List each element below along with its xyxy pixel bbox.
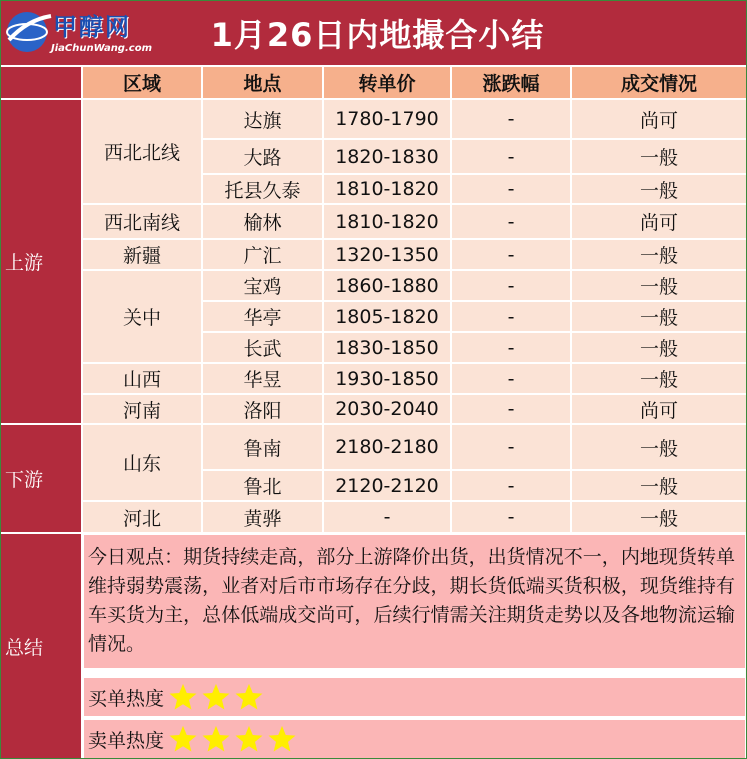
deal-cell: 一般 [572,175,746,205]
section-summary [1,534,83,758]
price-cell: 1830-1850 [324,333,452,364]
region-cell: 关中 [83,271,203,364]
region-cell: 河北 [83,502,203,534]
summary-text: 今日观点：期货持续走高，部分上游降价出货，出货情况不一，内地现货转单维持弱势震荡，业者对后市市场存在分歧，期长货低端买货积极，现货维持有车买货为主，总体低端成交尚可，后续行情需关注期货走势以及各地物流运输情况。 [83,534,746,669]
change-cell: - [452,395,572,425]
place-cell: 广汇 [203,240,324,271]
price-cell: 1320-1350 [324,240,452,271]
band-corner [1,67,83,100]
buy-heat-label: 买单热度 [88,687,165,710]
region-cell: 新疆 [83,240,203,271]
star-icon [234,724,264,754]
section-downstream-label: 下游 [5,469,44,491]
globe-icon [3,6,55,58]
title-bar [159,1,746,67]
page-title: 1月26日内地撮合小结 [210,16,545,54]
sell-heat-stars [168,724,300,754]
header-place: 地点 [203,67,324,100]
place-cell: 大路 [203,140,324,175]
star-icon [201,682,231,712]
change-cell: - [452,175,572,205]
price-cell: 1820-1830 [324,140,452,175]
section-summary-label: 总结 [5,636,44,659]
deal-cell: 一般 [572,140,746,175]
deal-cell: 一般 [572,502,746,534]
star-icon [168,724,198,754]
buy-heat-stars [168,682,267,712]
change-cell: - [452,240,572,271]
place-cell: 宝鸡 [203,271,324,302]
change-cell: - [452,425,572,471]
region-cell: 山东 [83,425,203,502]
change-cell: - [452,333,572,364]
price-cell: 1810-1820 [324,175,452,205]
region-cell: 西北南线 [83,205,203,240]
change-cell: - [452,302,572,333]
section-upstream [1,100,83,425]
buy-heat-row [83,677,746,717]
brand-domain: JiaChunWang.com [51,43,152,54]
price-cell: 2120-2120 [324,471,452,502]
price-cell: 2030-2040 [324,395,452,425]
section-downstream [1,425,83,534]
header-region: 区域 [83,67,203,100]
deal-cell: 一般 [572,471,746,502]
price-cell: 1780-1790 [324,100,452,140]
price-cell: 1805-1820 [324,302,452,333]
deal-cell: 一般 [572,302,746,333]
place-cell: 托县久泰 [203,175,324,205]
price-cell: 1810-1820 [324,205,452,240]
header-price: 转单价 [324,67,452,100]
star-icon [234,682,264,712]
price-cell: 1930-1850 [324,364,452,395]
place-cell: 华亭 [203,302,324,333]
change-cell: - [452,205,572,240]
price-cell: - [324,502,452,534]
change-cell: - [452,364,572,395]
star-icon [168,682,198,712]
change-cell: - [452,140,572,175]
brand-logo [1,1,159,67]
star-icon [201,724,231,754]
place-cell: 华昱 [203,364,324,395]
place-cell: 黄骅 [203,502,324,534]
change-cell: - [452,271,572,302]
region-cell: 山西 [83,364,203,395]
change-cell: - [452,471,572,502]
header-deal: 成交情况 [572,67,746,100]
region-cell: 西北北线 [83,100,203,205]
deal-cell: 尚可 [572,395,746,425]
change-cell: - [452,502,572,534]
deal-cell: 一般 [572,240,746,271]
deal-cell: 尚可 [572,205,746,240]
deal-cell: 一般 [572,425,746,471]
brand-name: 甲醇网 [53,12,131,41]
place-cell: 达旗 [203,100,324,140]
header-change: 涨跌幅 [452,67,572,100]
price-cell: 1860-1880 [324,271,452,302]
place-cell: 榆林 [203,205,324,240]
sell-heat-row [83,719,746,758]
price-cell: 2180-2180 [324,425,452,471]
region-cell: 河南 [83,395,203,425]
place-cell: 鲁北 [203,471,324,502]
sell-heat-label: 卖单热度 [88,729,165,752]
place-cell: 长武 [203,333,324,364]
place-cell: 鲁南 [203,425,324,471]
deal-cell: 一般 [572,364,746,395]
deal-cell: 一般 [572,271,746,302]
star-icon [267,724,297,754]
change-cell: - [452,100,572,140]
place-cell: 洛阳 [203,395,324,425]
deal-cell: 尚可 [572,100,746,140]
section-upstream-label: 上游 [5,252,44,274]
deal-cell: 一般 [572,333,746,364]
